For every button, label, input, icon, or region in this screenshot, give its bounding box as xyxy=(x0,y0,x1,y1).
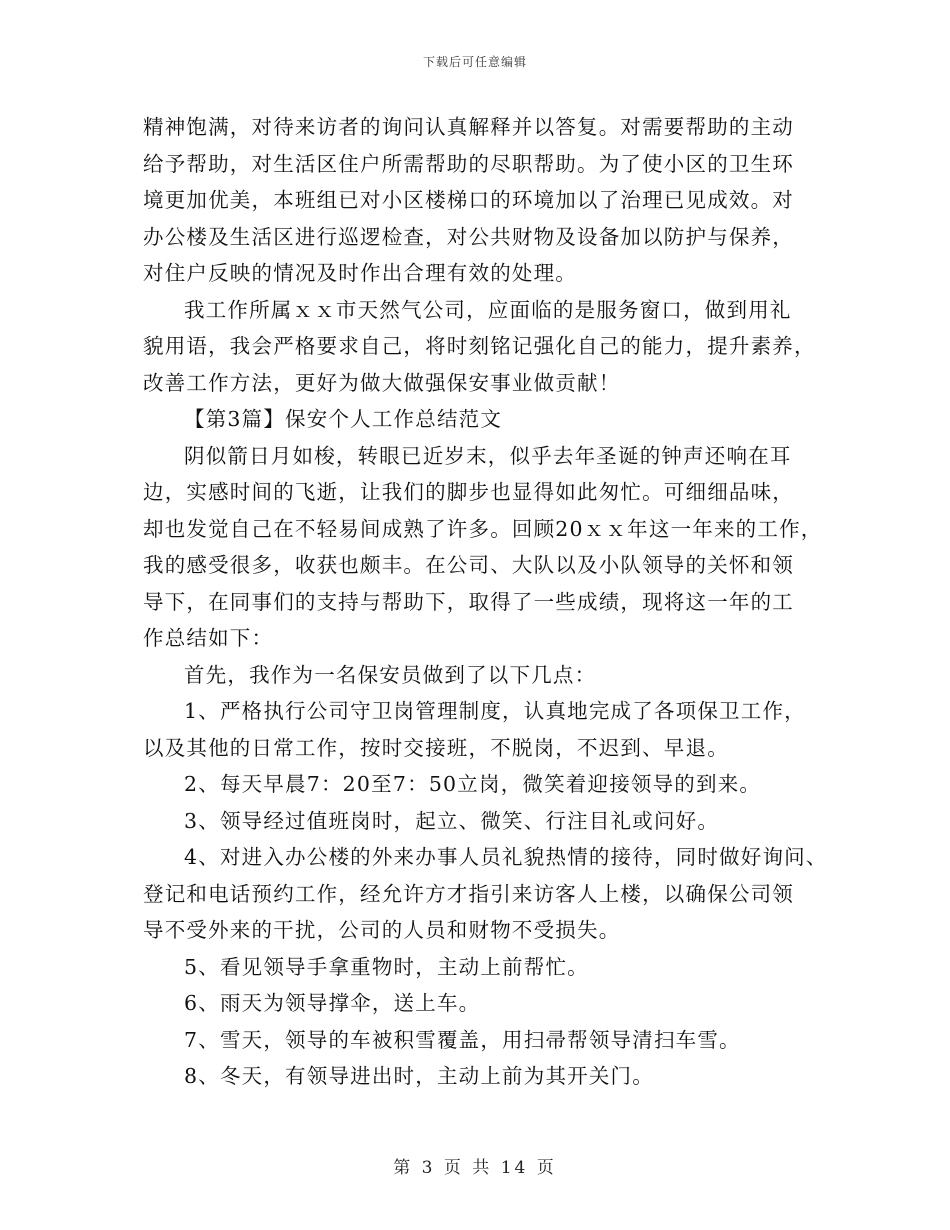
list-item: 6、雨天为领导撑伞，送上车。 xyxy=(184,991,481,1015)
text-line: 登记和电话预约工作，经允许方才指引来访客人上楼，以确保公司领 xyxy=(143,881,794,906)
text-line: 导不受外来的干扰，公司的人员和财物不受损失。 xyxy=(143,918,621,942)
text-line: 我工作所属ｘｘ市天然气公司，应面临的是服务窗口，做到用礼 xyxy=(184,297,792,322)
page-footer: 第 3 页 共 14 页 xyxy=(393,1158,557,1178)
text-line: 貌用语，我会严格要求自己，将时刻铭记强化自己的能力，提升素养， xyxy=(143,334,816,358)
section-heading: 【第3篇】保安个人工作总结范文 xyxy=(184,407,503,431)
text-line: 首先，我作为一名保安员做到了以下几点： xyxy=(184,662,597,687)
text-line: 对住户反映的情况及时作出合理有效的处理。 xyxy=(143,261,577,285)
text-line: 我的感受很多，收获也颇丰。在公司、大队以及小队领导的关怀和领 xyxy=(143,553,794,577)
text-line: 精神饱满，对待来访者的询问认真解释并以答复。对需要帮助的主动 xyxy=(143,115,794,139)
text-line: 境更加优美，本班组已对小区楼梯口的环境加以了治理已见成效。对 xyxy=(143,188,794,212)
text-line: 改善工作方法，更好为做大做强保安事业做贡献！ xyxy=(143,370,621,395)
text-line: 阴似箭日月如梭，转眼已近岁末，似乎去年圣诞的钟声还响在耳 xyxy=(184,443,792,468)
header-note: 下载后可任意编辑 xyxy=(422,55,527,69)
list-item: 4、对进入办公楼的外来办事人员礼貌热情的接待，同时做好询问、 xyxy=(184,845,828,869)
text-line: 作总结如下： xyxy=(143,626,274,650)
text-line: 边，实感时间的飞逝，让我们的脚步也显得如此匆忙。可细细品味， xyxy=(143,480,794,504)
list-item: 1、严格执行公司守卫岗管理制度，认真地完成了各项保卫工作， xyxy=(184,699,806,723)
text-line: 以及其他的日常工作，按时交接班，不脱岗，不迟到、早退。 xyxy=(143,735,729,760)
text-block xyxy=(143,109,833,1095)
text-line: 办公楼及生活区进行巡逻检查，对公共财物及设备加以防护与保养， xyxy=(143,224,794,249)
list-item: 8、冬天，有领导进出时，主动上前为其开关门。 xyxy=(184,1064,654,1088)
list-item: 2、每天早晨7：20至7：50立岗，微笑着迎接领导的到来。 xyxy=(184,772,762,796)
list-item: 7、雪天，领导的车被积雪覆盖，用扫帚帮领导清扫车雪。 xyxy=(184,1027,741,1052)
text-line: 却也发觉自己在不轻易间成熟了许多。回顾20ｘｘ年这一年来的工作， xyxy=(143,516,823,541)
list-item: 5、看见领导手拿重物时，主动上前帮忙。 xyxy=(184,954,589,979)
text-line: 导下，在同事们的支持与帮助下，取得了一些成绩，现将这一年的工 xyxy=(143,589,794,614)
document-body xyxy=(143,109,833,1095)
list-item: 3、领导经过值班岗时，起立、微笑、行注目礼或问好。 xyxy=(184,808,720,833)
text-line: 给予帮助，对生活区住户所需帮助的尽职帮助。为了使小区的卫生环 xyxy=(143,151,794,176)
